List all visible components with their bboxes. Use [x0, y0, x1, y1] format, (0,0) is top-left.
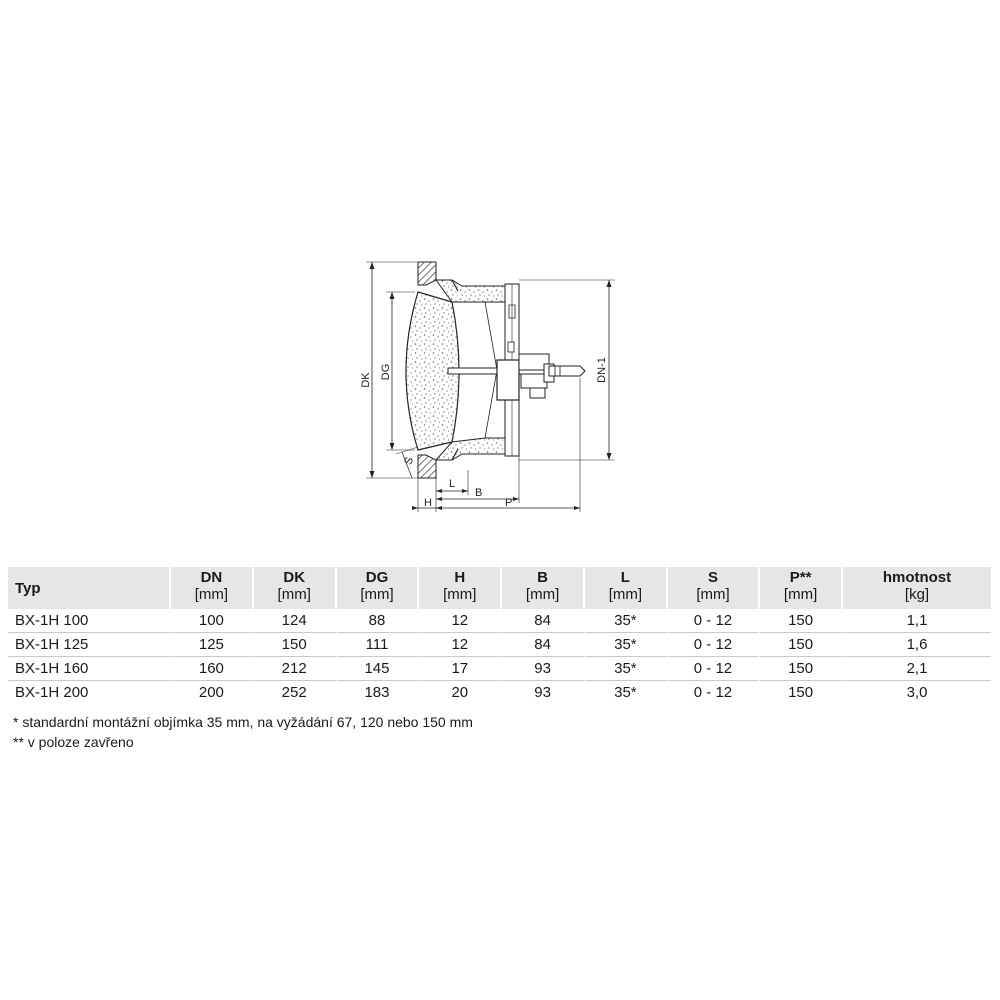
s-label: S	[402, 455, 417, 467]
cell-dn: 100	[171, 609, 254, 633]
cell-l: 35*	[585, 657, 668, 681]
p-label: P	[505, 497, 513, 509]
cell-s: 0 - 12	[668, 633, 760, 657]
footnote-closed-position: ** v poloze zavřeno	[13, 734, 134, 750]
dk-label: DK	[360, 372, 372, 388]
valve-technical-drawing	[340, 250, 630, 520]
footnote-mounting-sleeve: * standardní montážní objímka 35 mm, na vyžádání 67, 120 nebo 150 mm	[13, 714, 473, 730]
cell-dk: 150	[254, 633, 337, 657]
header-s: S [mm]	[668, 567, 760, 609]
cell-dg: 183	[337, 681, 420, 704]
header-dg: DG [mm]	[337, 567, 420, 609]
h-label: H	[424, 497, 432, 509]
cell-hmotnost: 1,1	[843, 609, 991, 633]
cell-typ: BX-1H 100	[8, 609, 171, 633]
cell-dk: 252	[254, 681, 337, 704]
table-row	[8, 657, 991, 681]
cell-b: 93	[502, 681, 585, 704]
spec-table	[8, 567, 991, 704]
header-b: B [mm]	[502, 567, 585, 609]
cell-typ: BX-1H 200	[8, 681, 171, 704]
b-label: B	[475, 487, 483, 499]
header-dn: DN [mm]	[171, 567, 254, 609]
cell-dg: 88	[337, 609, 420, 633]
cell-h: 17	[419, 657, 502, 681]
cell-dk: 124	[254, 609, 337, 633]
cell-hmotnost: 2,1	[843, 657, 991, 681]
cell-typ: BX-1H 125	[8, 633, 171, 657]
cell-dk: 212	[254, 657, 337, 681]
cell-dg: 111	[337, 633, 420, 657]
l-label: L	[449, 478, 456, 490]
cell-dn: 160	[171, 657, 254, 681]
header-typ: Typ	[8, 567, 171, 609]
cell-h: 20	[419, 681, 502, 704]
adjustment-stem	[448, 354, 585, 400]
cell-b: 84	[502, 609, 585, 633]
dg-label: DG	[380, 363, 392, 381]
dn1-label: DN-1	[596, 357, 608, 383]
cell-h: 12	[419, 609, 502, 633]
cell-l: 35*	[585, 609, 668, 633]
cell-l: 35*	[585, 633, 668, 657]
table-row	[8, 681, 991, 704]
cell-dn: 200	[171, 681, 254, 704]
header-p: P** [mm]	[760, 567, 843, 609]
cell-p: 150	[760, 609, 843, 633]
footnotes	[13, 712, 473, 752]
cell-p: 150	[760, 633, 843, 657]
header-dk: DK [mm]	[254, 567, 337, 609]
cell-typ: BX-1H 160	[8, 657, 171, 681]
cell-s: 0 - 12	[668, 609, 760, 633]
cell-dg: 145	[337, 657, 420, 681]
header-h: H [mm]	[419, 567, 502, 609]
cell-b: 93	[502, 657, 585, 681]
cell-p: 150	[760, 681, 843, 704]
header-hmotnost: hmotnost [kg]	[843, 567, 991, 609]
cell-p: 150	[760, 657, 843, 681]
cell-s: 0 - 12	[668, 681, 760, 704]
cell-dn: 125	[171, 633, 254, 657]
cell-s: 0 - 12	[668, 657, 760, 681]
table-header-row	[8, 567, 991, 609]
cell-hmotnost: 3,0	[906, 684, 928, 701]
s-dimension	[396, 447, 418, 478]
header-l: L [mm]	[585, 567, 668, 609]
table-row	[8, 633, 991, 657]
cell-l: 35*	[585, 681, 668, 704]
cell-hmotnost: 1,6	[843, 633, 991, 657]
cell-b: 84	[502, 633, 585, 657]
cell-h: 12	[419, 633, 502, 657]
table-row	[8, 609, 991, 633]
